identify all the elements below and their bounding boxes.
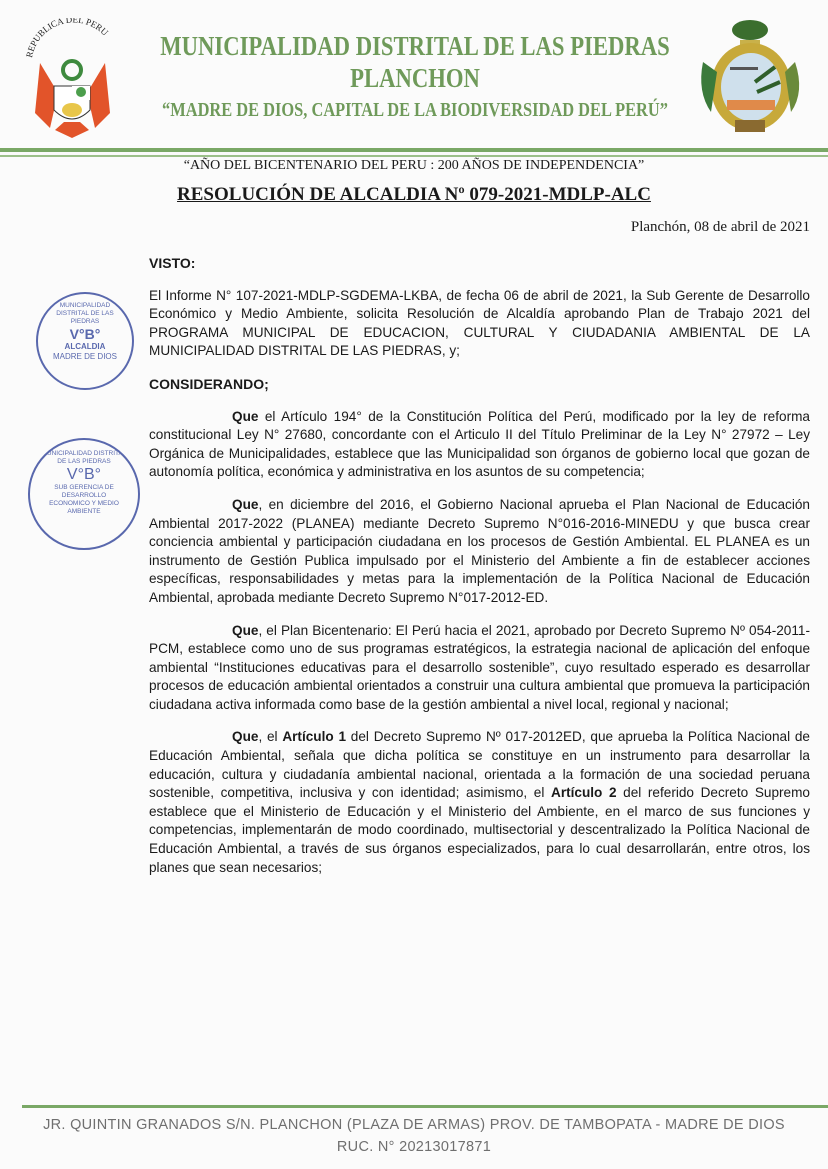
paragraph-text: el Artículo 194° de la Constitución Política del Perú, modificado por la ley de reforma constitucional Ley N° 27680, concordante con el Articulo II del Título Preliminar de la Ley N° 27972 – Ley Orgánica de Municipalidades, establece que las Municipalidad son órganos de gobierno local que gozan de autonomía política, económica y administrativa en los asuntos de su competencia; [149, 408, 810, 480]
header-divider [0, 148, 828, 152]
document-date: Planchón, 08 de abril de 2021 [630, 219, 810, 235]
considerando-paragraph [149, 496, 810, 608]
footer-address: JR. QUINTIN GRANADOS S/N. PLANCHON (PLAZA DE ARMAS) PROV. DE TAMBOPATA - MADRE DE DIOS [43, 1117, 785, 1133]
bold-text: Artículo 2 [551, 785, 617, 801]
bold-text: Que [232, 622, 259, 638]
slogan: “MADRE DE DIOS, CAPITAL DE LA BIODIVERSIDAD DEL PERÚ” [162, 99, 668, 121]
stamp-role: SUB GERENCIA DE DESARROLLO ECONOMICO Y MEDIO AMBIENTE [49, 484, 119, 515]
considerando-paragraph [149, 728, 810, 877]
stamp-vobo: V°B° [69, 326, 101, 342]
stamp-bottom-text: MADRE DE DIOS [52, 352, 117, 361]
paragraph-text: del referido Decreto Supremo establece que el Ministerio de Educación y el Ministerio del Ambiente, en el marco de sus funciones y competencias, implementarán de modo coordinado, multisectorial y descentralizado la Política Nacional de Educación Ambiental, a través de sus órganos especializados, para lo cual desarrollarán, entre otros, los planes que sean necesarios; [149, 785, 810, 875]
bold-text: Que [232, 408, 259, 424]
stamp-vobo: V°B° [66, 466, 102, 483]
paragraph-text: , el [258, 729, 283, 745]
bold-text: Que [232, 496, 259, 512]
municipality-name [79, 30, 751, 94]
visto-paragraph: El Informe N° 107-2021-MDLP-SGDEMA-LKBA, de fecha 06 de abril de 2021, la Sub Gerente de Desarrollo Económico y Medio Ambiente, solicita Resolución de Alcaldía aprobando Plan de Trabajo 2021 del PROGRAMA MUNICIPAL DE EDUCACION, CULTURAL Y CIUDADANIA AMBIENTAL DE LA MUNICIPALIDAD DISTRITAL DE LAS PIEDRAS, y; [149, 287, 810, 359]
considerando-paragraph [149, 622, 810, 715]
svg-text:REPUBLICA DEL PERU: REPUBLICA DEL PERU [24, 18, 111, 59]
year-motto: “AÑO DEL BICENTENARIO DEL PERU : 200 AÑOS DE INDEPENDENCIA” [183, 158, 645, 173]
footer-divider [22, 1105, 828, 1108]
stamp-ring-text: MUNICIPALIDAD DISTRITAL DE LAS PIEDRAS [41, 450, 127, 465]
considerando-paragraphs [149, 408, 810, 878]
title-line-2: PLANCHON [350, 63, 480, 93]
paragraph-text: , en diciembre del 2016, el Gobierno Nacional aprueba el Plan Nacional de Educación Ambiental 2017-2022 (PLANEA) mediante Decreto Supremo N°016-2016-MINEDU y que busca crear conciencia ambiental y participación ciudadana en los procesos de Gestión Ambiental. EL PLANEA es un instrumento de Gestión Publica impulsado por el Ministerio del Ambiente a fin de establecer acciones específicas, responsabilidades y metas para la implementación de la Política Nacional de Educación Ambiental, aprobada mediante Decreto Supremo N°017-2012-ED. [149, 496, 810, 605]
footer-ruc: RUC. N° 20213017871 [336, 1139, 492, 1155]
paragraph-text: , el Plan Bicentenario: El Perú hacia el 2021, aprobado por Decreto Supremo Nº 054-2011-PCM, establece como uno de sus programas estratégicos, la estrategia nacional de aplicación del enfoque ambiental “Instituciones educativas para el desarrollo sostenible”, cuyo resultado esperado es desarrollar procesos de educación ambiental orientados a construir una cultura ambiental que promueva la participación ciudadana activa informada como base de la gestión ambiental a nivel local, regional y nacional; [149, 622, 810, 712]
bold-text: Que [232, 729, 259, 745]
alcaldia-stamp [36, 292, 134, 390]
sub-gerencia-stamp [28, 438, 140, 550]
bold-text: Artículo 1 [282, 729, 347, 745]
stamp-ring-text: MUNICIPALIDAD DISTRITAL DE LAS PIEDRAS [56, 302, 114, 325]
stamp-role: ALCALDIA [64, 342, 106, 351]
paragraph-text: del Decreto Supremo Nº 017-2012ED, que aprueba la Política Nacional de Educación Ambiental, señala que dicha política se constituye en un instrumento para desarrollar la educación, cultura y ciudadanía ambiental nacional, orientada a la formación de una sociedad peruana sostenible, competitiva, inclusiva y con identidad; asimismo, el [149, 729, 810, 801]
title-line-1: MUNICIPALIDAD DISTRITAL DE LAS PIEDRAS [160, 31, 670, 61]
document-body [149, 254, 810, 891]
resolution-title: RESOLUCIÓN DE ALCALDIA Nº 079-2021-MDLP-ALC [177, 184, 651, 205]
visto-heading: VISTO: [149, 255, 196, 271]
considerando-heading: CONSIDERANDO; [149, 375, 269, 392]
considerando-paragraph [149, 408, 810, 482]
header-divider-thin [0, 155, 828, 157]
